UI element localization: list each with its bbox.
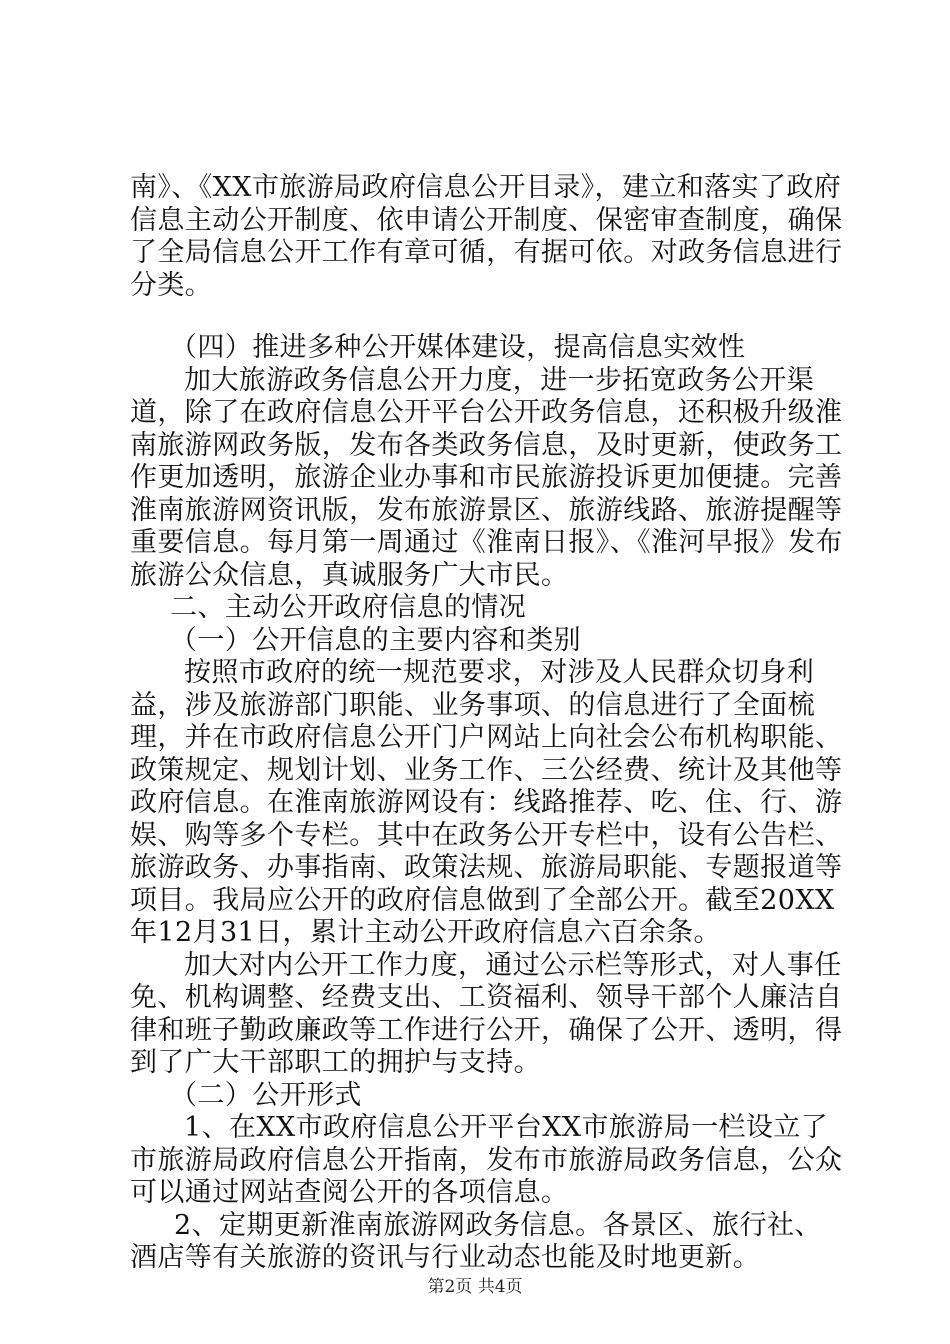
document-body <box>130 172 846 1275</box>
paragraph-internal: 加大对内公开工作力度，通过公示栏等形式，对人事任免、机构调整、经费支出、工资福利、领导干部个人廉洁自律和班子勤政廉政等工作进行公开，确保了公开、透明，得到了广大干部职工的拥护与支持。 <box>130 949 843 1078</box>
section-heading-four: （四）推进多种公开媒体建设，提高信息实效性 <box>170 332 746 363</box>
list-item-one: 1、在XX市政府信息公开平台XX市旅游局一栏设立了市旅游局政府信息公开指南，发布市旅游局政务信息，公众可以通过网站查阅公开的各项信息。 <box>130 1112 843 1208</box>
subsection-heading-two: （二）公开形式 <box>170 1079 362 1111</box>
paragraph-media: 加大旅游政务信息公开力度，进一步拓宽政务公开渠道，除了在政府信息公开平台公开政务信息，还积极升级淮南旅游网政务版，发布各类政务信息，及时更新，使政务工作更加透明，旅游企业办事和市民旅游投诉更加便捷。完善淮南旅游网资讯版，发布旅游景区、旅游线路、旅游提醒等重要信息。每月第一周通过《淮南日报》、《淮河早报》发布旅游公众信息，真诚服务广大市民。 <box>130 364 843 591</box>
subsection-heading-one: （一）公开信息的主要内容和类别 <box>170 624 581 656</box>
paragraph-continued: 南》、《XX市旅游局政府信息公开目录》，建立和落实了政府信息主动公开制度、依申请公开制度、保密审查制度，确保了全局信息公开工作有章可循，有据可依。对政务信息进行分类。 <box>130 172 843 301</box>
list-item-two: 2、定期更新淮南旅游网政务信息。各景区、旅行社、酒店等有关旅游的资讯与行业动态也能及时地更新。 <box>130 1209 822 1273</box>
page-footer: 第2页 共4页 <box>427 1277 523 1297</box>
section-heading-two: 二、主动公开政府信息的情况 <box>170 592 527 623</box>
paragraph-gap <box>130 302 846 332</box>
paragraph-content: 按照市政府的统一规范要求，对涉及人民群众切身利益，涉及旅游部门职能、业务事项、的信息进行了全面梳理，并在市政府信息公开门户网站上向社会公布机构职能、政策规定、规划计划、业务工作、三公经费、统计及其他等政府信息。在淮南旅游网设有：线路推荐、吃、住、行、游娱、购等多个专栏。其中在政务公开专栏中，设有公告栏、旅游政务、办事指南、政策法规、旅游局职能、专题报道等项目。我局应公开的政府信息做到了全部公开。截至20XX年12月31日，累计主动公开政府信息六百余条。 <box>130 657 843 948</box>
